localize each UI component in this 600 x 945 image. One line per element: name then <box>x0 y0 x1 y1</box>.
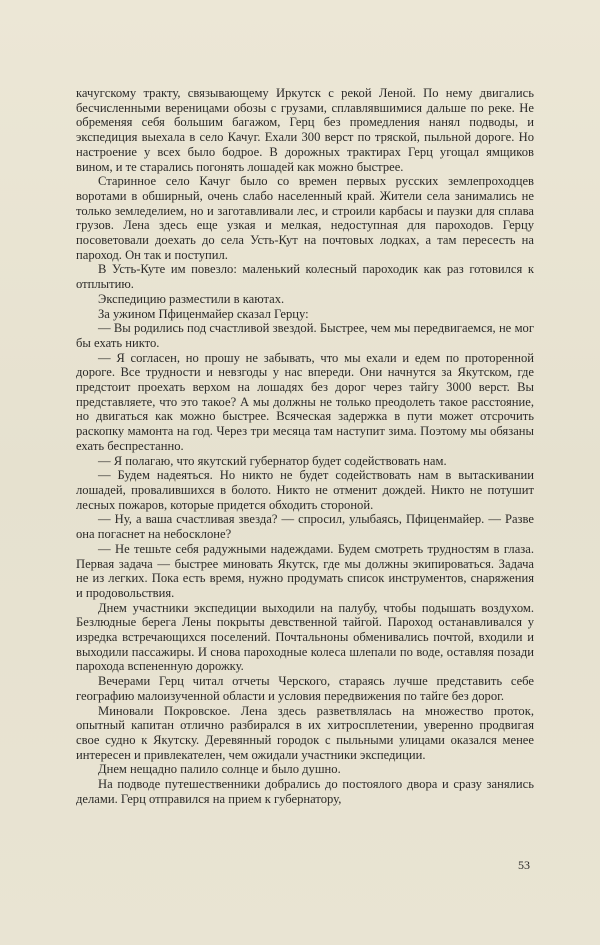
body-text <box>76 86 534 806</box>
paragraph: Днем участники экспедиции выходили на палубу, чтобы подышать воздухом. Безлюдные берега Лены покрыты девственной тайгой. Пароход останавливался у изредка встречающихся поселений. Почтальноны обменивались почтой, входили и выходили пассажиры. И снова пароходные колеса шлепали по воде, оставляя позади парохода вспененную дорожку. <box>76 600 534 674</box>
paragraph: Экспедицию разместили в каютах. <box>98 291 285 306</box>
paragraph: — Я полагаю, что якутский губернатор будет содействовать нам. <box>98 453 447 468</box>
paragraph: Вечерами Герц читал отчеты Черского, стараясь лучше представить себе географию малоизученной области и условия передвижения по тайге без дорог. <box>76 674 534 703</box>
paragraph: Днем нещадно палило солнце и было душно. <box>98 762 341 777</box>
paragraph: — Я согласен, но прошу не забывать, что мы ехали и едем по проторенной дороге. Все трудности и невзгоды у нас впереди. Они начнутся за Якутском, где предстоит проехать верхом на лошадях без дорог через тайгу 3000 верст. Вы представляете, что это такое? А мы должны не только преодолеть такое расстояние, но двигаться как можно быстрее. Всяческая задержка в пути может отсрочить раскопку мамонта на год. Через три месяца там наступит зима. Поэтому мы обязаны ехать беспрестанно. <box>76 350 534 453</box>
paragraph: Старинное село Качуг было со времен первых русских землепроходцев воротами в обширный, очень слабо населенный край. Жители села занимались не только земледелием, но и заготавливали лес, и строили карбасы и паузки для сплава грузов. Лена здесь еще узкая и мелкая, недоступная для пароходов. Герцу посоветовали доехать до села Усть-Кут на почтовых лодках, а там пересесть на пароход. Он так и поступил. <box>76 174 534 262</box>
paragraph: На подводе путешественники добрались до постоялого двора и сразу занялись делами. Герц отправился на прием к губернатору, <box>76 777 534 806</box>
paragraph: — Ну, а ваша счастливая звезда? — спросил, улыбаясь, Пфиценмайер. — Разве она погаснет на небосклоне? <box>76 512 534 542</box>
paragraph: — Вы родились под счастливой звездой. Быстрее, чем мы передвигаемся, не мог бы ехать никто. <box>76 321 534 350</box>
paragraph: Миновали Покровское. Лена здесь разветвлялась на множество проток, опытный капитан отлично разбирался в их хитросплетении, уверенно продвигая свое судно к Якутску. Деревянный городок с пыльными улицами оказался менее интересен и привлекателен, чем ожидали участники экспедиции. <box>76 703 534 762</box>
paragraph: — Будем надеяться. Но никто не будет содействовать нам в вытаскивании лошадей, провалившихся в болото. Никто не отменит дождей. Никто не потушит лесных пожаров, которые придется обходить стороной. <box>76 468 534 512</box>
paragraph: качугскому тракту, связывающему Иркутск с рекой Леной. По нему двигались бесчисленными вереницами обозы с грузами, сплавлявшимися дальше по реке. Не обременяя себя большим багажом, Герц без промедления нанял подводы, и экспедиция выехала в село Качуг. Ехали 300 верст по тряской, пыльной дороге. Но настроение у всех было бодрое. В дорожных трактирах Герц угощал ямщиков вином, и те старались погонять лошадей как можно быстрее. <box>76 86 534 174</box>
paragraph: В Усть-Куте им повезло: маленький колесный пароходик как раз готовился к отплытию. <box>76 262 534 292</box>
paragraph: — Не тешьте себя радужными надеждами. Будем смотреть трудностям в глаза. Первая задача — быстрее миновать Якутск, где мы должны экипироваться. Задача не из легких. Пока есть время, нужно продумать список инструментов, снаряжения и продовольствия. <box>76 541 534 600</box>
page-number: 53 <box>518 858 530 872</box>
paragraph: За ужином Пфиценмайер сказал Герцу: <box>98 306 309 321</box>
